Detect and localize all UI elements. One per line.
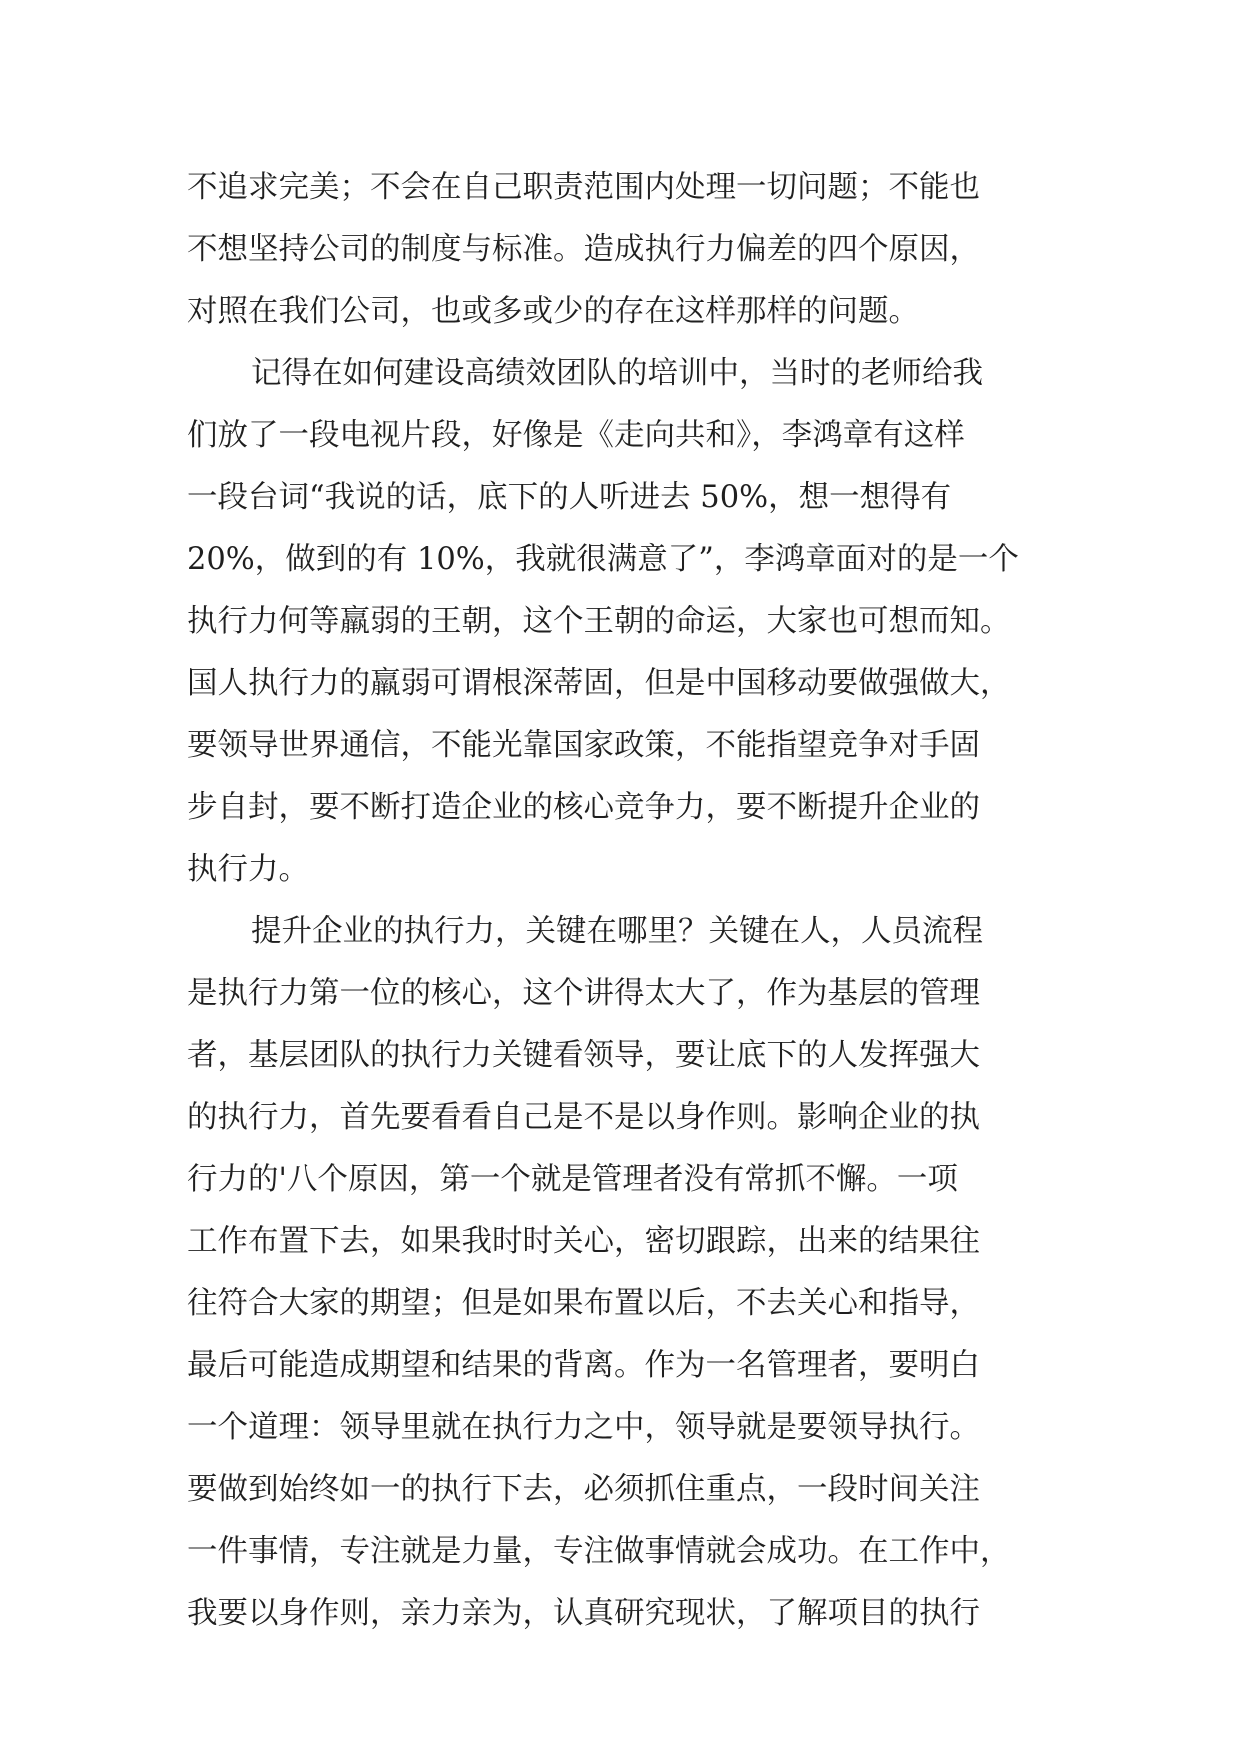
text-line: 们放了一段电视片段，好像是《走向共和》，李鸿章有这样 xyxy=(187,418,965,453)
text-line: 国人执行力的羸弱可谓根深蒂固，但是中国移动要做强做大， xyxy=(187,666,1011,701)
text-line: 要做到始终如一的执行下去，必须抓住重点，一段时间关注 xyxy=(187,1472,980,1507)
paragraph-first-line: 记得在如何建设高绩效团队的培训中，当时的老师给我 xyxy=(251,356,983,391)
text-line: 往符合大家的期望；但是如果布置以后，不去关心和指导， xyxy=(187,1286,980,1321)
text-line: 20%，做到的有 10%，我就很满意了”，李鸿章面对的是一个 xyxy=(187,542,1019,577)
text-line: 一个道理：领导里就在执行力之中，领导就是要领导执行。 xyxy=(187,1410,980,1445)
text-line: 步自封，要不断打造企业的核心竞争力，要不断提升企业的 xyxy=(187,790,980,825)
text-line: 不想坚持公司的制度与标准。造成执行力偏差的四个原因， xyxy=(187,232,980,267)
text-line: 者，基层团队的执行力关键看领导，要让底下的人发挥强大 xyxy=(187,1038,980,1073)
text-line: 一件事情，专注就是力量，专注做事情就会成功。在工作中， xyxy=(187,1534,1011,1569)
text-line: 执行力。 xyxy=(187,852,309,887)
paragraph-first-line: 提升企业的执行力，关键在哪里？关键在人，人员流程 xyxy=(251,914,983,949)
text-line: 最后可能造成期望和结果的背离。作为一名管理者，要明白 xyxy=(187,1348,980,1383)
document-body-text xyxy=(187,157,1067,1645)
text-line: 一段台词“我说的话，底下的人听进去 50%，想一想得有 xyxy=(187,480,952,515)
text-line: 对照在我们公司，也或多或少的存在这样那样的问题。 xyxy=(187,294,919,329)
text-line: 行力的'八个原因，第一个就是管理者没有常抓不懈。一项 xyxy=(187,1162,958,1197)
text-line: 是执行力第一位的核心，这个讲得太大了，作为基层的管理 xyxy=(187,976,980,1011)
text-line: 执行力何等羸弱的王朝，这个王朝的命运，大家也可想而知。 xyxy=(187,604,1011,639)
text-line: 的执行力，首先要看看自己是不是以身作则。影响企业的执 xyxy=(187,1100,980,1135)
text-line: 我要以身作则，亲力亲为，认真研究现状，了解项目的执行 xyxy=(187,1596,980,1631)
text-line: 工作布置下去，如果我时时关心，密切跟踪，出来的结果往 xyxy=(187,1224,980,1259)
text-line: 要领导世界通信，不能光靠国家政策，不能指望竞争对手固 xyxy=(187,728,980,763)
text-line: 不追求完美；不会在自己职责范围内处理一切问题；不能也 xyxy=(187,170,980,205)
